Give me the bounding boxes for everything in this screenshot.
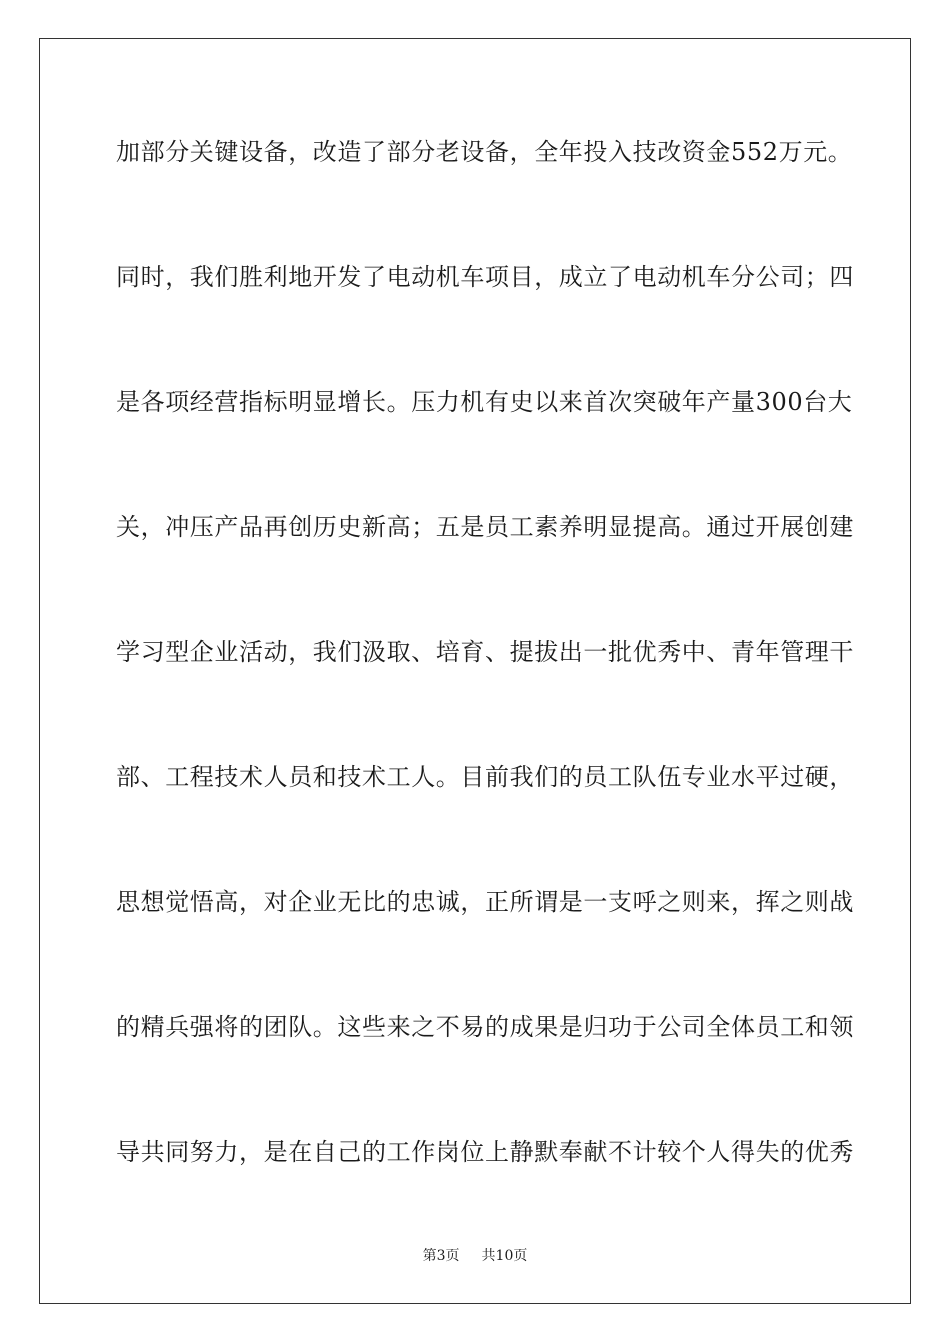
text-line-5: 学习型企业活动，我们汲取、培育、提拔出一批优秀中、青年管理干 (116, 638, 854, 666)
page-number: 第3页 (422, 1248, 460, 1264)
document-body (116, 130, 854, 1255)
text-line-4: 关，冲压产品再创历史新高；五是员工素养明显提高。通过开展创建 (116, 513, 854, 541)
text-line-9: 导共同努力，是在自己的工作岗位上静默奉献不计较个人得失的优秀 (116, 1138, 854, 1166)
page-footer (0, 1246, 950, 1266)
text-line-7: 思想觉悟高，对企业无比的忠诚，正所谓是一支呼之则来，挥之则战 (116, 888, 854, 916)
text-line-1: 加部分关键设备，改造了部分老设备，全年投入技改资金552万元。 (116, 138, 853, 166)
text-line-3: 是各项经营指标明显增长。压力机有史以来首次突破年产量300台大 (116, 388, 853, 416)
text-line-8: 的精兵强将的团队。这些来之不易的成果是归功于公司全体员工和领 (116, 1013, 854, 1041)
page-total: 共10页 (481, 1248, 528, 1264)
text-line-6: 部、工程技术人员和技术工人。目前我们的员工队伍专业水平过硬， (116, 763, 854, 791)
text-line-2: 同时，我们胜利地开发了电动机车项目，成立了电动机车分公司；四 (116, 263, 854, 291)
